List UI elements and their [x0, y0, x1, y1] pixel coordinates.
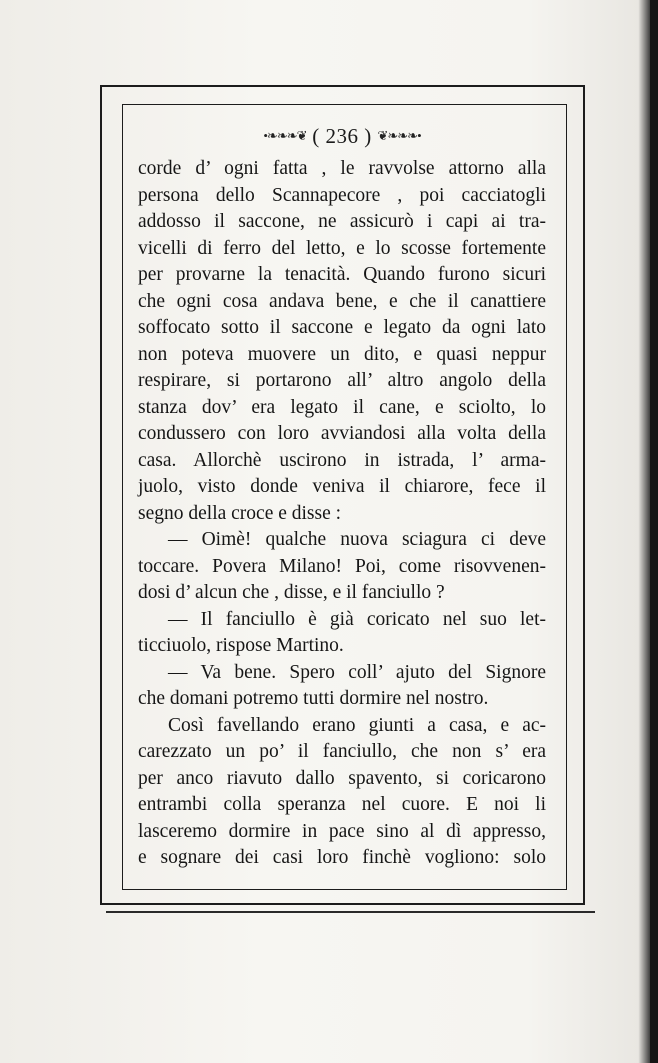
text-line: toccare. Povera Milano! Poi, come risovvenen- [138, 555, 546, 577]
text-line: vicelli di ferro del letto, e lo scosse fortemente [138, 237, 546, 259]
text-line: dosi d’ alcun che , disse, e il fanciullo ? [138, 582, 445, 603]
text-line: lasceremo dormire in pace sino al dì appresso, [138, 820, 546, 842]
text-line: — Oimè! qualche nuova sciagura ci deve [168, 529, 546, 550]
text-line: carezzato un po’ il fanciullo, che non s’ era [138, 741, 546, 762]
text-line: respirare, si portarono all’ altro angolo della [138, 370, 546, 391]
text-line: soffocato sotto il saccone e legato da ogni lato [138, 317, 546, 338]
text-line: — Il fanciullo è già coricato nel suo let- [168, 608, 546, 630]
text-line: juolo, visto donde veniva il chiarore, fece il [138, 476, 546, 497]
text-line: addosso il saccone, ne assicurò i capi ai tra- [138, 211, 546, 232]
text-line: condussero con loro avviandosi alla volta della [138, 423, 546, 444]
text-line: non poteva muovere un dito, e quasi neppur [138, 343, 546, 365]
text-line: corde d’ ogni fatta , le ravvolse attorno alla [138, 158, 546, 179]
page-number: ( 236 ) [312, 124, 372, 148]
text-line: persona dello Scannapecore , poi cacciatogli [138, 184, 546, 206]
text-line: che ogni cosa andava bene, e che il canattiere [138, 290, 546, 312]
text-line: casa. Allorchè uscirono in istrada, l’ arma- [138, 449, 546, 471]
page-edge-shadow [650, 0, 658, 1063]
text-line: Così favellando erano giunti a casa, e ac- [168, 714, 546, 736]
text-line: ticciuolo, rispose Martino. [138, 635, 344, 656]
text-line: per anco riavuto dallo spavento, si coricarono [138, 767, 546, 789]
text-line: segno della croce e disse : [138, 502, 342, 524]
body-text [138, 156, 546, 872]
text-line: per provarne la tenacità. Quando furono sicuri [138, 264, 546, 285]
text-line: che domani potremo tutti dormire nel nostro. [138, 688, 489, 709]
text-line: e sognare dei casi loro finchè vogliono: solo [138, 847, 546, 868]
ornament-left-icon: •❧❧❧❦ [263, 128, 307, 143]
ornament-right-icon: ❦❧❧❧• [377, 128, 421, 143]
text-line: stanza dov’ era legato il cane, e sciolto, lo [138, 396, 546, 418]
page-header [137, 124, 547, 149]
text-line: — Va bene. Spero coll’ ajuto del Signore [168, 661, 546, 683]
text-line: entrambi colla speranza nel cuore. E noi li [138, 794, 546, 815]
